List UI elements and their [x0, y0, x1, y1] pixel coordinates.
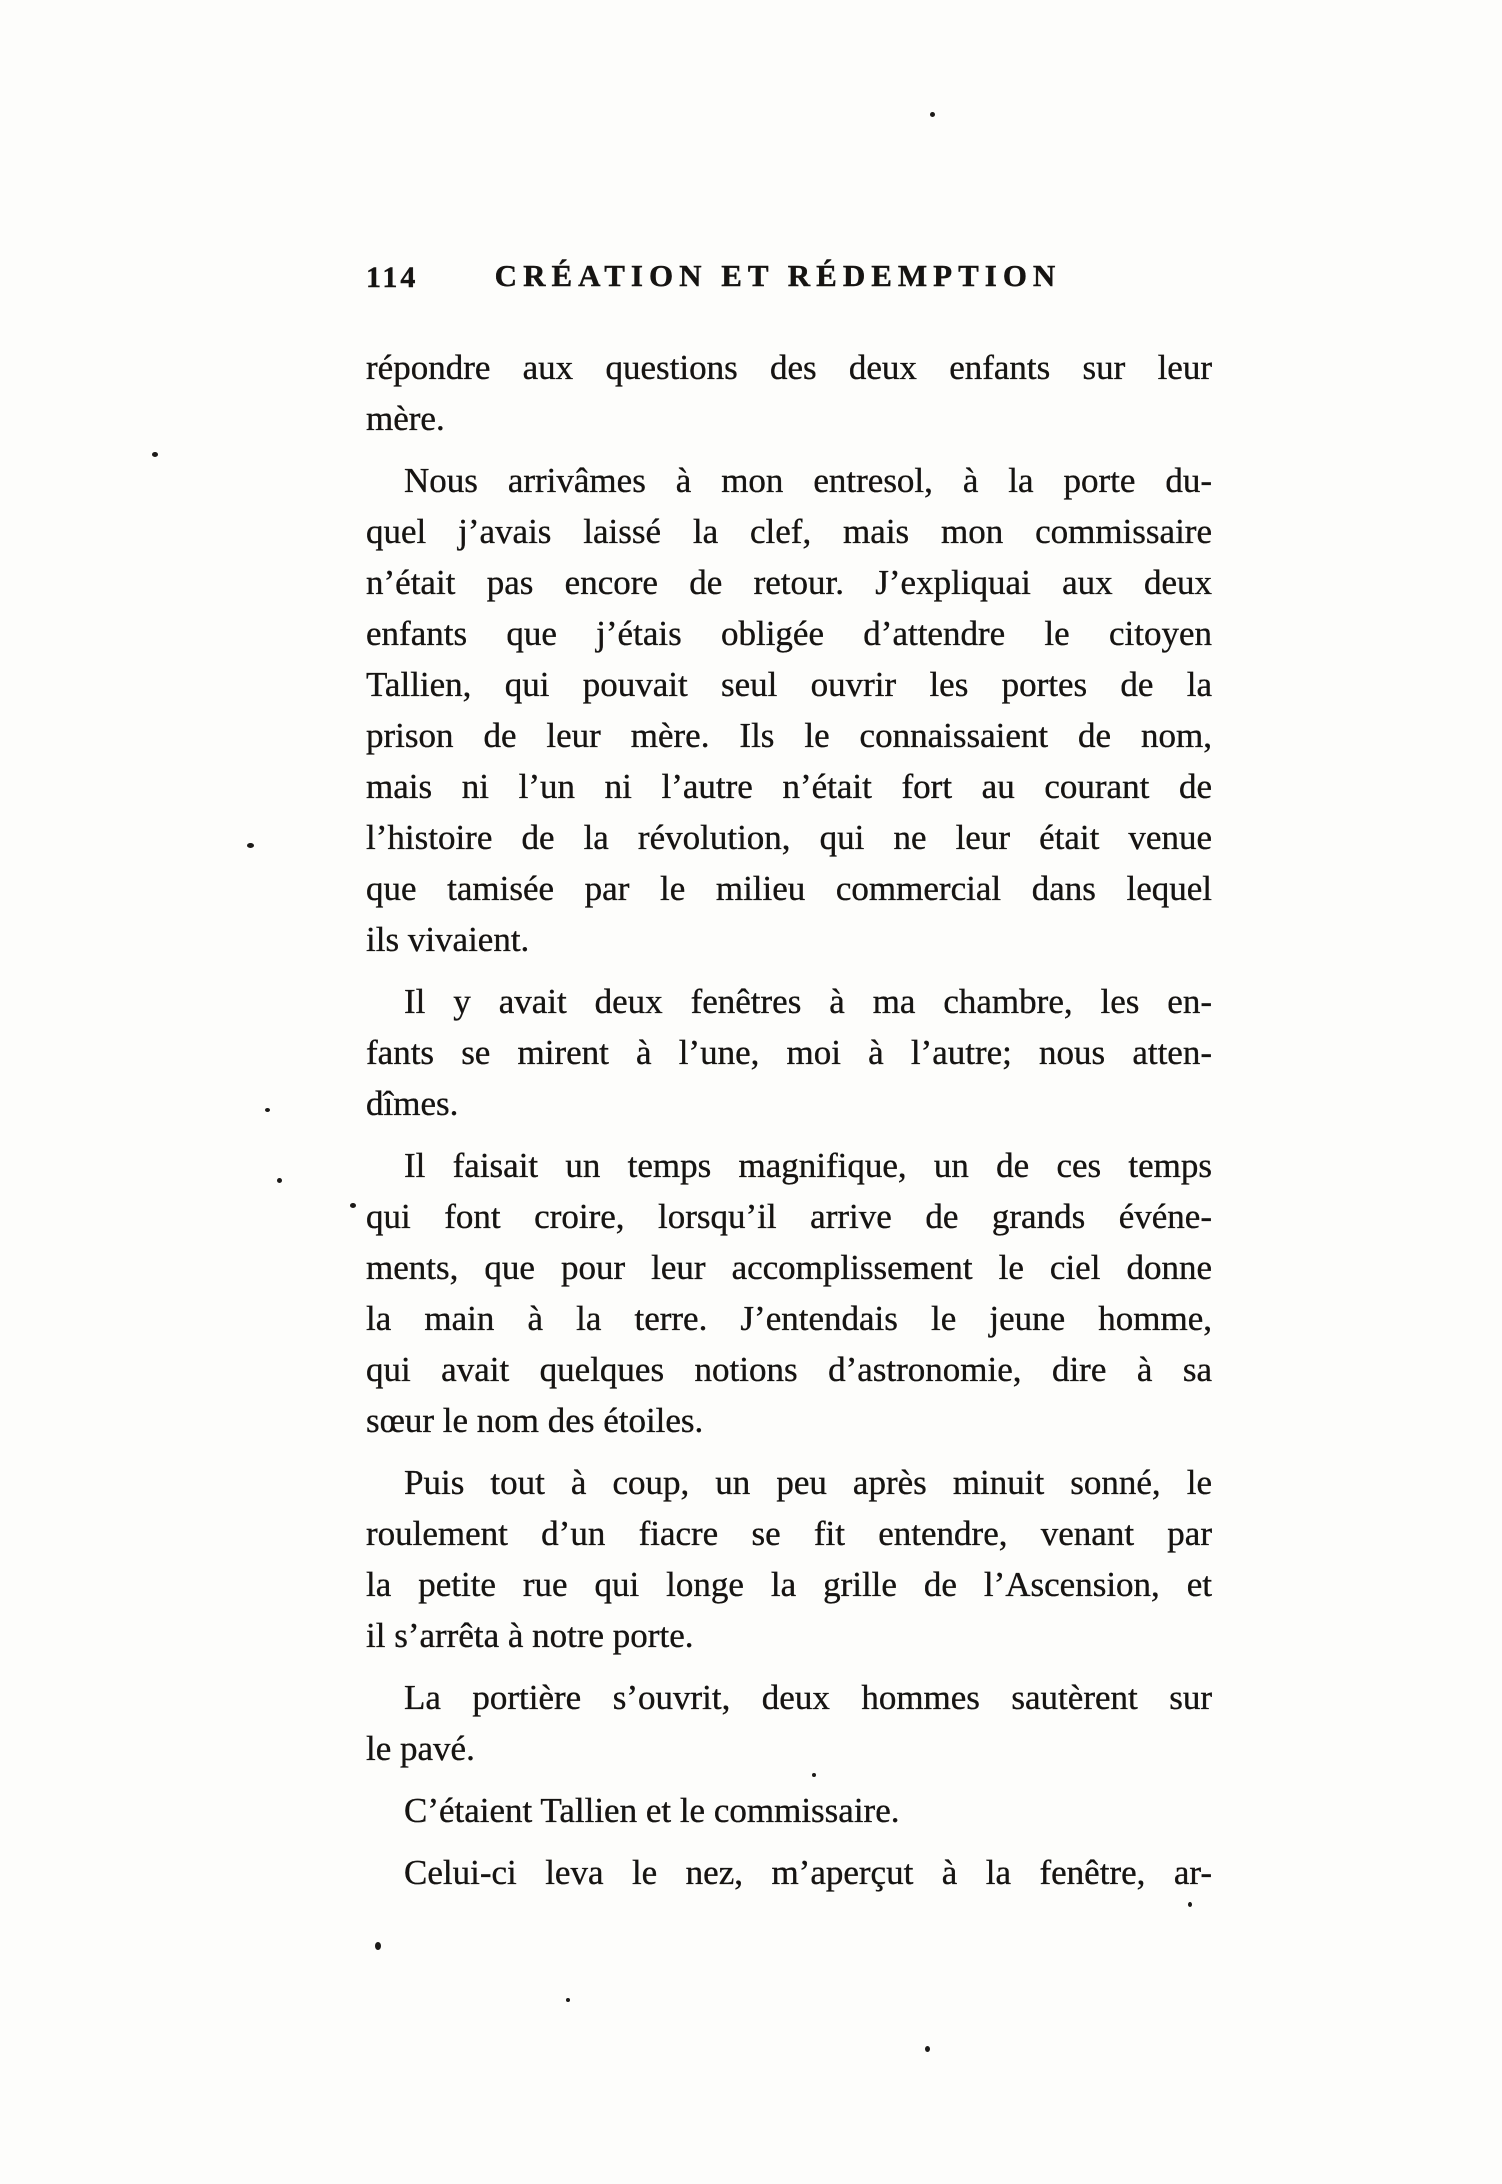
paragraph [366, 342, 1212, 444]
text-line: répondre aux questions des deux enfants sur leur [366, 348, 1212, 387]
paragraph [366, 1672, 1212, 1774]
scan-speck [247, 843, 254, 848]
scan-speck [350, 1203, 356, 1208]
text-line: que tamisée par le milieu commercial dans lequel [366, 869, 1212, 908]
text-line: qui font croire, lorsqu’il arrive de grands événe- [366, 1197, 1212, 1236]
scan-speck [277, 1178, 282, 1183]
paragraph [366, 1847, 1212, 1898]
text-line: Puis tout à coup, un peu après minuit sonné, le [404, 1463, 1212, 1502]
text-line: Celui-ci leva le nez, m’aperçut à la fenêtre, ar- [404, 1853, 1212, 1892]
text-line: mère. [366, 399, 445, 438]
text-line: ils vivaient. [366, 920, 530, 959]
text-line: l’histoire de la révolution, qui ne leur était venue [366, 818, 1212, 857]
page-header [366, 258, 1212, 306]
text-line: n’était pas encore de retour. J’expliquai aux deux [366, 563, 1212, 602]
text-line: sœur le nom des étoiles. [366, 1401, 704, 1440]
text-line: ments, que pour leur accomplissement le ciel donne [366, 1248, 1212, 1287]
text-line: qui avait quelques notions d’astronomie, dire à sa [366, 1350, 1212, 1389]
text-line: mais ni l’un ni l’autre n’était fort au courant de [366, 767, 1212, 806]
scan-speck [566, 1998, 570, 2002]
text-line: La portière s’ouvrit, deux hommes sautèrent sur [404, 1678, 1212, 1717]
scan-speck [1188, 1902, 1192, 1907]
paragraph [366, 1457, 1212, 1661]
page-body [366, 342, 1212, 1898]
page-content [366, 258, 1212, 1898]
paragraph [366, 976, 1212, 1129]
scan-speck [925, 2046, 930, 2052]
text-line: Il faisait un temps magnifique, un de ces temps [404, 1146, 1212, 1185]
text-line: il s’arrêta à notre porte. [366, 1616, 694, 1655]
paragraph [366, 1140, 1212, 1446]
text-line: la main à la terre. J’entendais le jeune homme, [366, 1299, 1212, 1338]
text-line: le pavé. [366, 1729, 475, 1768]
scan-speck [152, 452, 158, 457]
text-line: Il y avait deux fenêtres à ma chambre, les en- [404, 982, 1212, 1021]
text-line: la petite rue qui longe la grille de l’Ascension, et [366, 1565, 1212, 1604]
paragraph [366, 455, 1212, 965]
text-line: dîmes. [366, 1084, 459, 1123]
scan-speck [375, 1942, 381, 1950]
page-number: 114 [366, 261, 419, 294]
scan-speck [930, 112, 935, 117]
paragraph [366, 1785, 1212, 1836]
text-line: quel j’avais laissé la clef, mais mon commissaire [366, 512, 1212, 551]
scan-speck [265, 1108, 270, 1112]
text-line: prison de leur mère. Ils le connaissaient de nom, [366, 716, 1212, 755]
running-title: CRÉATION ET RÉDEMPTION [494, 258, 1062, 293]
text-line: roulement d’un fiacre se fit entendre, venant par [366, 1514, 1212, 1553]
text-line: fants se mirent à l’une, moi à l’autre; nous atten- [366, 1033, 1212, 1072]
text-line: Nous arrivâmes à mon entresol, à la porte du- [404, 461, 1212, 500]
text-line: C’étaient Tallien et le commissaire. [404, 1791, 900, 1830]
text-line: enfants que j’étais obligée d’attendre le citoyen [366, 614, 1212, 653]
text-line: Tallien, qui pouvait seul ouvrir les portes de la [366, 665, 1212, 704]
